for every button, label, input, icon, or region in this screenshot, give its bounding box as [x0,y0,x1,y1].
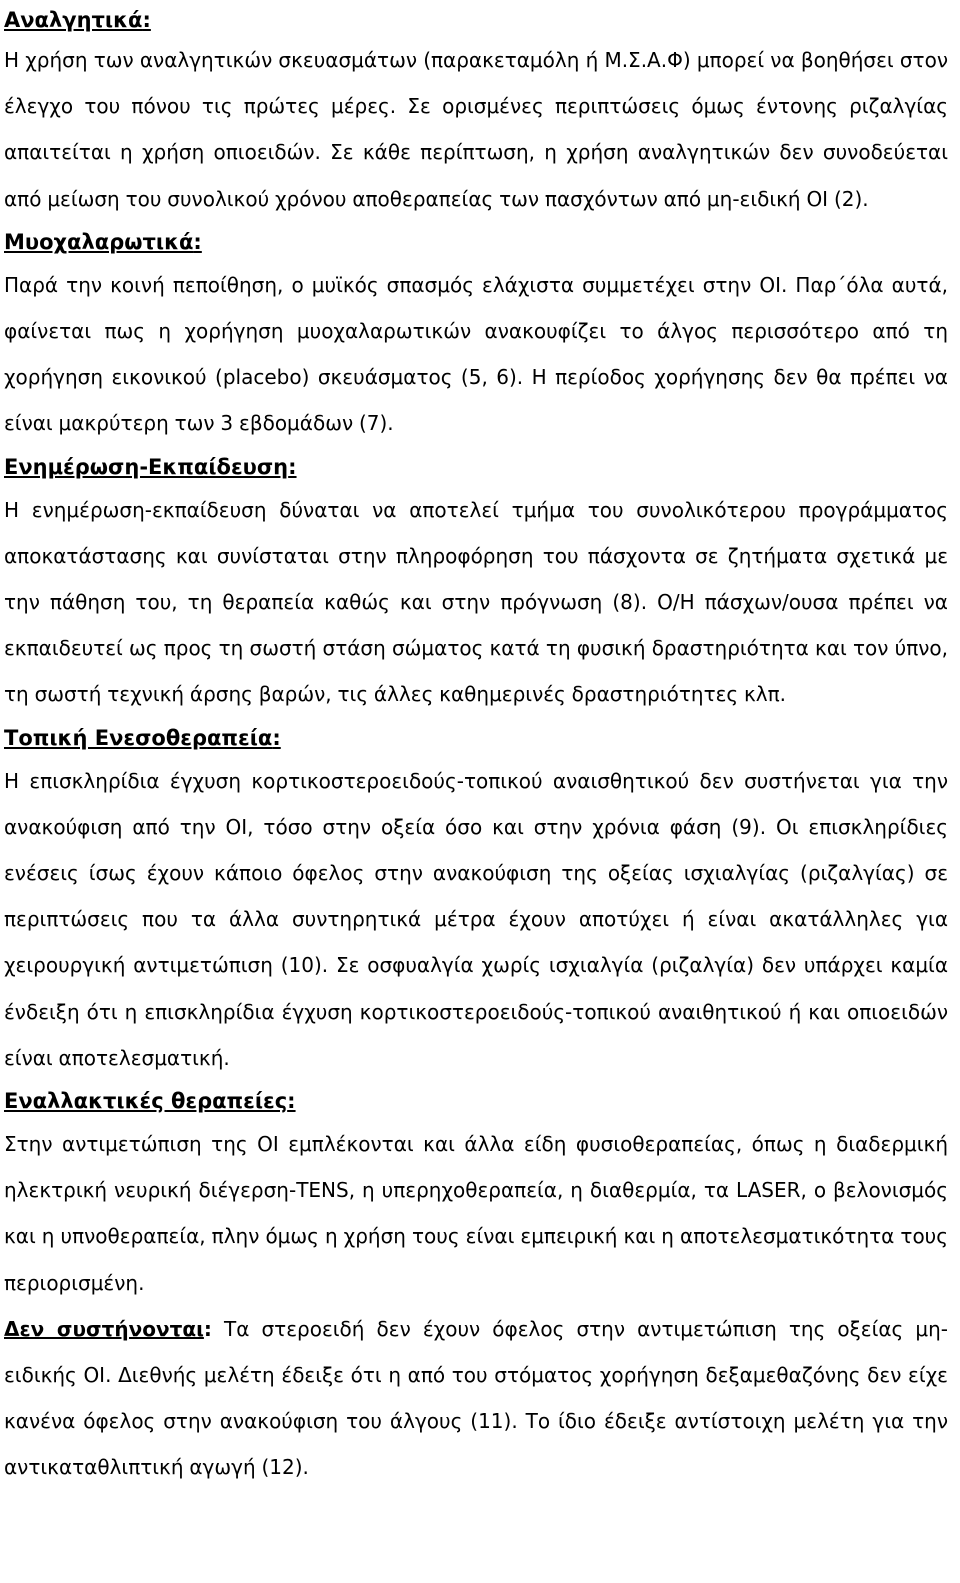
document-page [4,0,948,1491]
not-recommended-paragraph: Δεν συστήνονται: Τα στεροειδή δεν έχουν όφελος στην αντιμετώπιση της οξείας μη-ειδικής ΟΙ. Διεθνής μελέτη έδειξε ότι η από του στόματος χορήγηση δεξαμεθαζόνης δεν είχε κανένα όφελος στην ανακούφιση του άλγους (11). Το ίδιο έδειξε αντίστοιχη μελέτη για την αντικαταθλιπτική αγωγή (12). [4,1316,949,1480]
section-heading-muscle-relaxants: Μυοχαλαρωτικά: [4,229,202,254]
section-body-muscle-relaxants: Παρά την κοινή πεποίθηση, ο μυϊκός σπασμός ελάχιστα συμμετέχει στην ΟΙ. Παρ΄όλα αυτά, φαίνεται πως η χορήγηση μυοχαλαρωτικών ανακουφίζει το άλγος περισσότερο από τη χορήγηση εικονικού (placebo) σκευάσματος (5, 6). Η περίοδος χορήγησης δεν θα πρέπει να είναι μακρύτερη των 3 εβδομάδων (7). [4,272,948,436]
not-recommended-heading: Δεν συστήνονται [4,1316,204,1341]
not-recommended-body: Τα στεροειδή δεν έχουν όφελος στην αντιμετώπιση της οξείας μη-ειδικής ΟΙ. Διεθνής μελέτη έδειξε ότι η από του στόματος χορήγηση δεξαμεθαζόνης δεν είχε κανένα όφελος στην ανακούφιση του άλγους (11). Το ίδιο έδειξε αντίστοιχη μελέτη για την αντικαταθλιπτική αγωγή (12). [4,1316,949,1480]
section-body-education: Η ενημέρωση-εκπαίδευση δύναται να αποτελεί τμήμα του συνολικότερου προγράμματος αποκατάστασης και συνίσταται στην πληροφόρηση του πάσχοντα σε ζητήματα σχετικά με την πάθηση του, τη θεραπεία καθώς και στην πρόγνωση (8). Ο/Η πάσχων/ουσα πρέπει να εκπαιδευτεί ως προς τη σωστή στάση σώματος κατά τη φυσική δραστηριότητα και τον ύπνο, τη σωστή τεχνική άρσης βαρών, τις άλλες καθημερινές δραστηριότητες κλπ. [4,497,948,707]
section-heading-local-injection: Τοπική Ενεσοθεραπεία: [4,725,281,750]
section-heading-alternative-therapies: Εναλλακτικές θεραπείες: [4,1089,296,1114]
section-heading-education: Ενημέρωση-Εκπαίδευση: [4,454,297,479]
section-body-analgesics: Η χρήση των αναλγητικών σκευασμάτων (παρακεταμόλη ή Μ.Σ.Α.Φ) μπορεί να βοηθήσει στον έλεγχο του πόνου τις πρώτες μέρες. Σε ορισμένες περιπτώσεις όμως έντονης ριζαλγίας απαιτείται η χρήση οπιοειδών. Σε κάθε περίπτωση, η χρήση αναλγητικών δεν συνοδεύεται από μείωση του συνολικού χρόνου αποθεραπείας των πασχόντων από μη-ειδική ΟΙ (2). [4,48,948,211]
section-body-alternative-therapies: Στην αντιμετώπιση της ΟΙ εμπλέκονται και άλλα είδη φυσιοθεραπείας, όπως η διαδερμική ηλεκτρική νευρική διέγερση-TENS, η υπερηχοθεραπεία, η διαθερμία, τα LASER, ο βελονισμός και η υπνοθεραπεία, πλην όμως η χρήση τους είναι εμπειρική και η αποτελεσματικότητα τους περιορισμένη. [4,1132,948,1295]
section-heading-analgesics: Αναλγητικά: [4,8,151,32]
section-body-local-injection: Η επισκληρίδια έγχυση κορτικοστεροειδούς-τοπικού αναισθητικού δεν συστήνεται για την ανακούφιση από την ΟΙ, τόσο στην οξεία όσο και στην χρόνια φάση (9). Οι επισκληρίδιες ενέσεις ίσως έχουν κάποιο όφελος στην ανακούφιση της οξείας ισχιαλγίας (ριζαλγίας) σε περιπτώσεις που τα άλλα συντηρητικά μέτρα έχουν αποτύχει ή είναι ακατάλληλες για χειρουργική αντιμετώπιση (10). Σε οσφυαλγία χωρίς ισχιαλγία (ριζαλγία) δεν υπάρχει καμία ένδειξη ότι η επισκληρίδια έγχυση κορτικοστεροειδούς-τοπικού αναιθητικού ή και οπιοειδών είναι αποτελεσματική. [4,768,948,1070]
